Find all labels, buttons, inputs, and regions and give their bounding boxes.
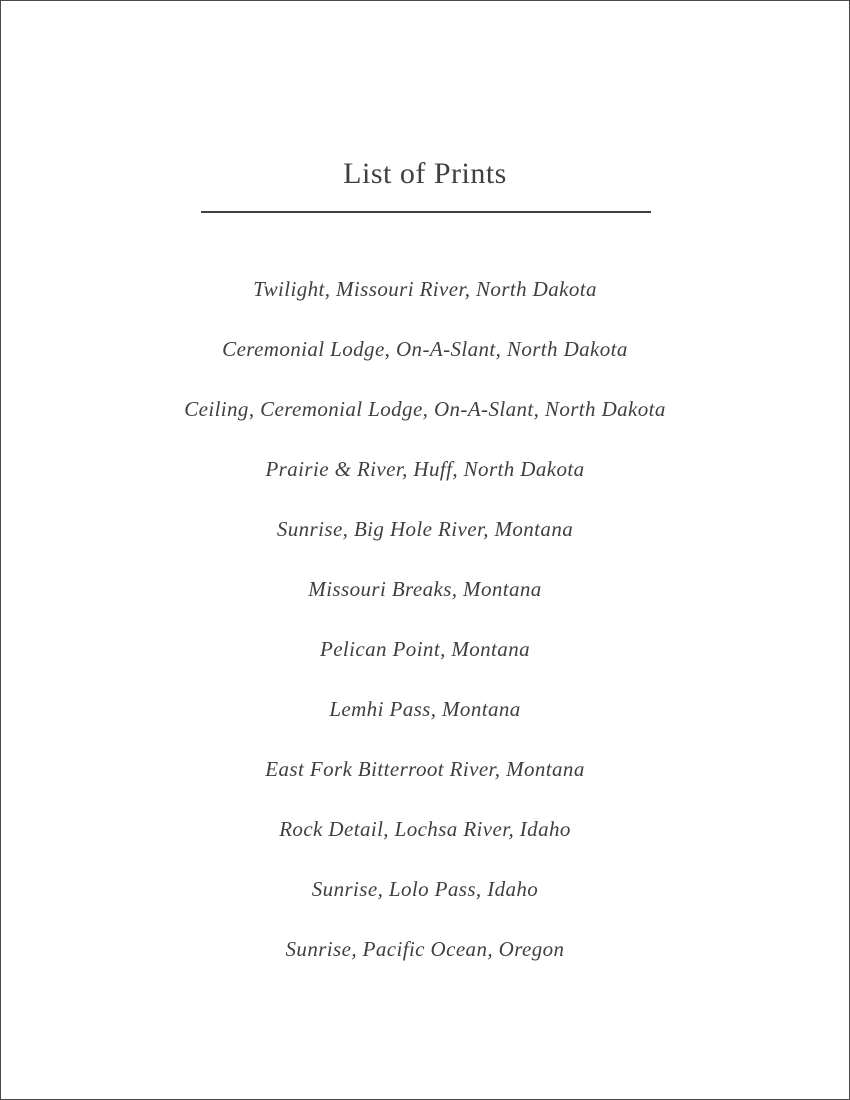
prints-list	[1, 271, 849, 991]
list-item: Twilight, Missouri River, North Dakota	[253, 277, 597, 301]
list-item: Sunrise, Pacific Ocean, Oregon	[285, 937, 565, 961]
list-item: East Fork Bitterroot River, Montana	[265, 757, 585, 781]
page-title: List of Prints	[343, 157, 507, 190]
list-item: Missouri Breaks, Montana	[308, 577, 542, 601]
list-item: Sunrise, Big Hole River, Montana	[276, 517, 574, 541]
list-item: Ceiling, Ceremonial Lodge, On-A-Slant, North Dakota	[184, 397, 666, 421]
list-item: Lemhi Pass, Montana	[329, 697, 521, 721]
list-item: Pelican Point, Montana	[319, 637, 530, 661]
list-item: Sunrise, Lolo Pass, Idaho	[311, 877, 539, 901]
list-item: Rock Detail, Lochsa River, Idaho	[279, 817, 571, 841]
list-item: Prairie & River, Huff, North Dakota	[265, 457, 585, 481]
title-underline-divider	[201, 211, 651, 213]
list-item: Ceremonial Lodge, On-A-Slant, North Dakota	[222, 337, 628, 361]
